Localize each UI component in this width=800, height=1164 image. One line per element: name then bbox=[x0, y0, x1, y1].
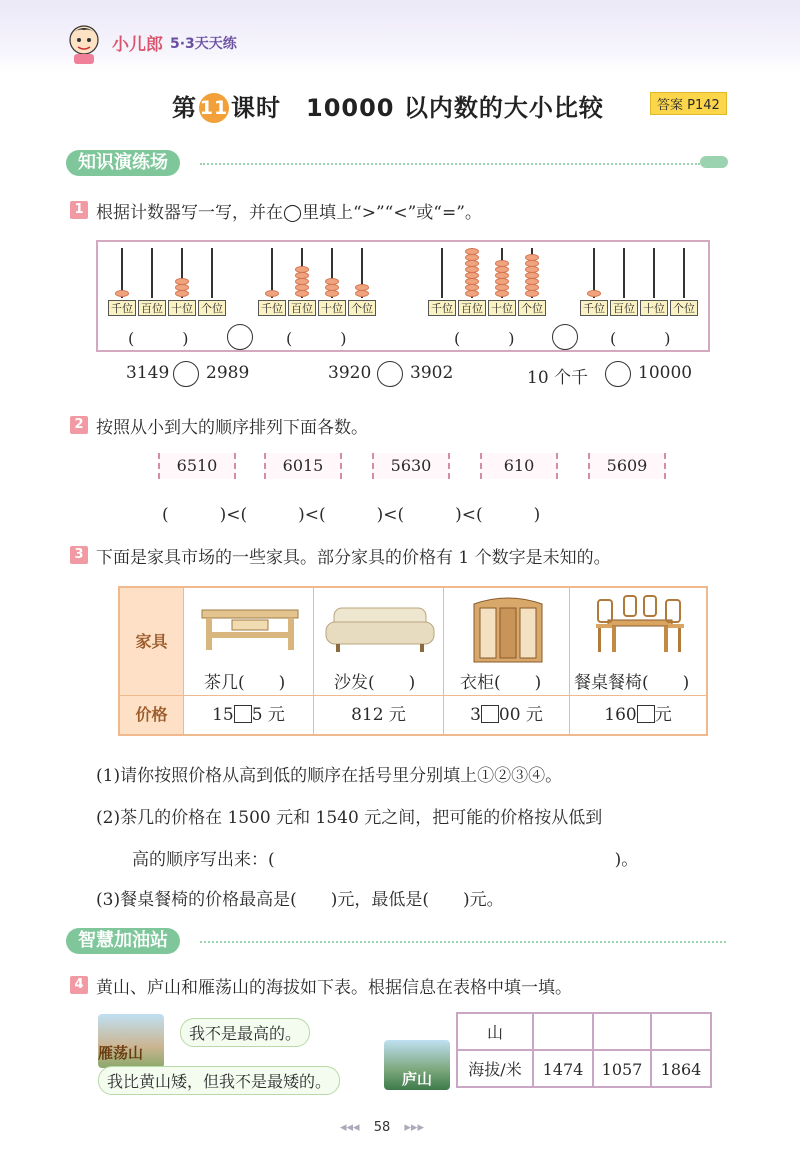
elevation-value: 1474 bbox=[533, 1050, 593, 1087]
furniture-cell bbox=[184, 588, 314, 696]
abacus-bead bbox=[525, 260, 539, 267]
question-text: 根据计数器写一写，并在◯里填上“>”“<”或“=”。 bbox=[96, 203, 482, 223]
place-value-label: 千位 bbox=[108, 300, 136, 316]
price-prefix: 15 bbox=[212, 705, 234, 725]
compare-circle[interactable] bbox=[377, 361, 403, 387]
abacus-bead bbox=[175, 278, 189, 285]
abacus-bead bbox=[465, 290, 479, 297]
answer-reference: 答案 P142 bbox=[650, 92, 727, 115]
place-value-label: 百位 bbox=[288, 300, 316, 316]
section-divider bbox=[200, 941, 726, 943]
abacus-bead bbox=[265, 290, 279, 297]
row-header-item: 家具 bbox=[120, 588, 184, 696]
price-prefix: 160 bbox=[604, 705, 637, 725]
compare-left: 3149 bbox=[126, 363, 170, 383]
abacus-bead bbox=[525, 272, 539, 279]
unknown-digit-box[interactable] bbox=[234, 705, 252, 723]
abacus-bead bbox=[495, 278, 509, 285]
price-cell bbox=[314, 696, 444, 734]
mountain-blank[interactable] bbox=[593, 1013, 651, 1050]
elevation-value: 1864 bbox=[651, 1050, 711, 1087]
place-value-label: 百位 bbox=[610, 300, 638, 316]
number-card: 6510 bbox=[158, 453, 236, 479]
place-value-label: 个位 bbox=[670, 300, 698, 316]
section-divider bbox=[200, 163, 700, 165]
answer-blank[interactable]: ( ) bbox=[610, 329, 671, 348]
abacus-bead bbox=[175, 284, 189, 291]
prev-arrows-icon: ◂◂◂ bbox=[340, 1120, 360, 1135]
coffee-table-image bbox=[198, 602, 302, 652]
compare-right: 2989 bbox=[206, 363, 250, 383]
question-number: 2 bbox=[70, 416, 88, 434]
price-cell bbox=[444, 696, 570, 734]
unknown-digit-box[interactable] bbox=[481, 705, 499, 723]
abacus-rod bbox=[683, 248, 685, 298]
abacus-bead bbox=[525, 290, 539, 297]
section-banner-challenge: 智慧加油站 bbox=[66, 928, 180, 954]
speech-bubble: 我不是最高的。 bbox=[180, 1018, 310, 1047]
price-suffix: 5 元 bbox=[251, 705, 285, 725]
furniture-name: 餐桌餐椅( ) bbox=[574, 673, 690, 693]
abacus-bead bbox=[175, 290, 189, 297]
number-card: 6015 bbox=[264, 453, 342, 479]
answer-blank[interactable]: ( ) bbox=[128, 329, 189, 348]
compare-right: 10000 bbox=[638, 363, 693, 383]
place-value-label: 个位 bbox=[348, 300, 376, 316]
number-card: 5609 bbox=[588, 453, 666, 479]
abacus-bead bbox=[465, 254, 479, 261]
furniture-name: 衣柜( ) bbox=[460, 673, 542, 693]
price-suffix: 元 bbox=[654, 705, 672, 725]
price-value: 812 元 bbox=[351, 705, 406, 725]
compare-left: 10 个千 bbox=[527, 368, 589, 388]
furniture-name: 沙发( ) bbox=[334, 673, 416, 693]
place-value-label: 千位 bbox=[580, 300, 608, 316]
abacus-bead bbox=[325, 284, 339, 291]
speech-bubble: 我比黄山矮，但我不是最矮的。 bbox=[98, 1066, 340, 1095]
question-number: 4 bbox=[70, 976, 88, 994]
place-value-label: 千位 bbox=[258, 300, 286, 316]
number-card: 5630 bbox=[372, 453, 450, 479]
abacus-bead bbox=[325, 290, 339, 297]
page-number: 58 bbox=[373, 1120, 391, 1135]
brand-name: 小儿郎 bbox=[112, 35, 163, 55]
sub-question-3[interactable]: (3)餐桌餐椅的价格最高是( )元，最低是( )元。 bbox=[96, 890, 504, 910]
abacus-bead bbox=[325, 278, 339, 285]
place-value-label: 个位 bbox=[518, 300, 546, 316]
abacus-bead bbox=[525, 278, 539, 285]
place-value-label: 十位 bbox=[318, 300, 346, 316]
abacus-bead bbox=[465, 266, 479, 273]
price-cell bbox=[570, 696, 706, 734]
abacus-rod bbox=[151, 248, 153, 298]
compare-circle[interactable] bbox=[173, 361, 199, 387]
compare-left: 3920 bbox=[328, 363, 372, 383]
place-value-label: 十位 bbox=[640, 300, 668, 316]
question-text: 黄山、庐山和雁荡山的海拔如下表。根据信息在表格中填一填。 bbox=[96, 978, 572, 998]
furniture-cell bbox=[444, 588, 570, 696]
answer-blank[interactable]: ( ) bbox=[454, 329, 515, 348]
wardrobe-image bbox=[470, 594, 546, 664]
pencil-icon bbox=[700, 156, 728, 168]
question-text: 按照从小到大的顺序排列下面各数。 bbox=[96, 418, 368, 438]
place-value-label: 千位 bbox=[428, 300, 456, 316]
row-header-price: 价格 bbox=[120, 696, 184, 734]
abacus-bead bbox=[465, 284, 479, 291]
speaker-label: 雁荡山 bbox=[98, 1044, 144, 1062]
dining-set-image bbox=[594, 594, 686, 656]
number-card: 610 bbox=[480, 453, 558, 479]
section-banner-practice: 知识演练场 bbox=[66, 150, 180, 176]
mountain-blank[interactable] bbox=[651, 1013, 711, 1050]
abacus-bead bbox=[465, 278, 479, 285]
price-suffix: 00 元 bbox=[498, 705, 543, 725]
mountain-blank[interactable] bbox=[533, 1013, 593, 1050]
page-title bbox=[172, 88, 604, 123]
price-cell bbox=[184, 696, 314, 734]
answer-blank[interactable]: ( ) bbox=[286, 329, 347, 348]
price-prefix: 3 bbox=[470, 705, 481, 725]
abacus-rod bbox=[623, 248, 625, 298]
compare-circle[interactable] bbox=[227, 324, 253, 350]
question-text: 下面是家具市场的一些家具。部分家具的价格有 1 个数字是未知的。 bbox=[96, 548, 611, 568]
sub-question-2: (2)茶几的价格在 1500 元和 1540 元之间，把可能的价格按从低到 bbox=[96, 808, 603, 828]
abacus-bead bbox=[295, 290, 309, 297]
compare-circle[interactable] bbox=[605, 361, 631, 387]
sub-question-1: (1)请你按照价格从高到低的顺序在括号里分别填上①②③④。 bbox=[96, 766, 563, 786]
abacus-rod bbox=[441, 248, 443, 298]
question-number: 1 bbox=[70, 201, 88, 219]
speaker-label: 庐山 bbox=[402, 1070, 433, 1088]
abacus-rod bbox=[211, 248, 213, 298]
compare-right: 3902 bbox=[410, 363, 454, 383]
abacus-bead bbox=[495, 284, 509, 291]
abacus-bead bbox=[355, 290, 369, 297]
abacus-bead bbox=[295, 266, 309, 273]
abacus-rod bbox=[653, 248, 655, 298]
sofa-image bbox=[324, 602, 436, 654]
order-answer-line[interactable]: ( )<( )<( )<( )<( ) bbox=[162, 505, 541, 525]
abacus-bead bbox=[295, 284, 309, 291]
furniture-name: 茶几( ) bbox=[204, 673, 286, 693]
title-suffix: 课时 10000 以内数的大小比较 bbox=[231, 94, 604, 122]
sub-question-2-blank[interactable]: 高的顺序写出来：( )。 bbox=[132, 850, 639, 870]
place-value-label: 十位 bbox=[488, 300, 516, 316]
abacus-bead bbox=[525, 254, 539, 261]
abacus-bead bbox=[495, 266, 509, 273]
place-value-label: 十位 bbox=[168, 300, 196, 316]
title-prefix: 第 bbox=[172, 94, 197, 122]
table-head: 山 bbox=[457, 1013, 533, 1050]
series-name: 5·3天天练 bbox=[170, 36, 237, 52]
place-value-label: 个位 bbox=[198, 300, 226, 316]
mascot-icon bbox=[64, 22, 104, 66]
furniture-cell bbox=[570, 588, 706, 696]
abacus-bead bbox=[525, 284, 539, 291]
abacus-bead bbox=[465, 272, 479, 279]
furniture-table bbox=[118, 586, 708, 736]
abacus-bead bbox=[587, 290, 601, 297]
question-number: 3 bbox=[70, 546, 88, 564]
elevation-value: 1057 bbox=[593, 1050, 651, 1087]
elevation-table bbox=[456, 1012, 712, 1088]
abacus-bead bbox=[465, 260, 479, 267]
abacus-bead bbox=[495, 290, 509, 297]
abacus-bead bbox=[525, 266, 539, 273]
abacus-bead bbox=[495, 272, 509, 279]
abacus-bead bbox=[295, 278, 309, 285]
abacus-bead bbox=[495, 260, 509, 267]
row-label: 海拔/米 bbox=[457, 1050, 533, 1087]
abacus-bead bbox=[355, 284, 369, 291]
place-value-label: 百位 bbox=[458, 300, 486, 316]
unknown-digit-box[interactable] bbox=[637, 705, 655, 723]
abacus-bead bbox=[295, 272, 309, 279]
furniture-cell bbox=[314, 588, 444, 696]
abacus-bead bbox=[115, 290, 129, 297]
compare-circle[interactable] bbox=[552, 324, 578, 350]
place-value-label: 百位 bbox=[138, 300, 166, 316]
page-footer bbox=[340, 1120, 424, 1135]
abacus-bead bbox=[465, 248, 479, 255]
next-arrows-icon: ▸▸▸ bbox=[404, 1120, 424, 1135]
lesson-number: 11 bbox=[199, 93, 229, 123]
